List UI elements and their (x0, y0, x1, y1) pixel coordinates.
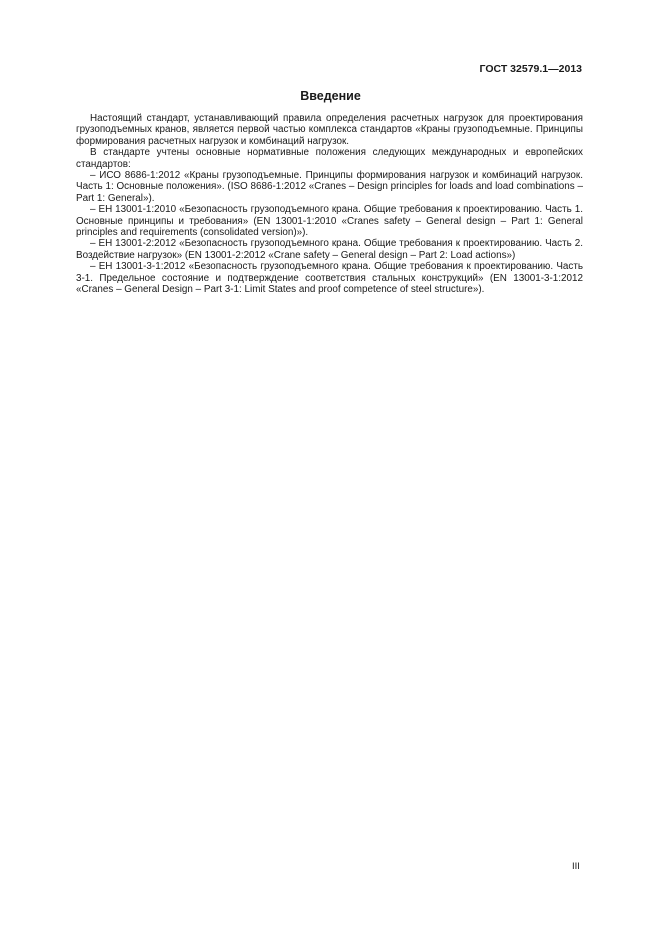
list-item-en-13001-2: – ЕН 13001-2:2012 «Безопасность грузоподъемного крана. Общие требования к проектированию. Часть 2. Воздействие нагрузок» (EN 13001-2:2012 «Crane safety – General design – Part 2: Load actions») (76, 238, 583, 261)
list-item-en-13001-3-1: – ЕН 13001-3-1:2012 «Безопасность грузоподъемного крана. Общие требования к проектированию. Часть 3-1. Предельное состояние и подтверждение соответствия стальных конструкций» (EN 13001-3-1:2012 «Cranes – General Design – Part 3-1: Limit States and proof competence of steel structure»). (76, 261, 583, 296)
paragraph-standards-lead: В стандарте учтены основные нормативные положения следующих международных и европейских стандартов: (76, 147, 583, 170)
document-header-standard-number: ГОСТ 32579.1—2013 (479, 63, 582, 75)
document-body (76, 113, 583, 296)
section-title: Введение (300, 89, 361, 103)
page-number: III (572, 861, 580, 872)
list-item-iso-8686: – ИСО 8686-1:2012 «Краны грузоподъемные. Принципы формирования нагрузок и комбинаций нагрузок. Часть 1: Основные положения». (ISO 8686-1:2012 «Cranes – Design principles for loads and load combinations – Part 1: General»). (76, 170, 583, 204)
list-item-en-13001-1: – ЕН 13001-1:2010 «Безопасность грузоподъемного крана. Общие требования к проектированию. Часть 1. Основные принципы и требования» (EN 13001-1:2010 «Cranes safety – General design – Part 1: General principles and requirements (consolidated version)»). (76, 204, 583, 239)
paragraph-intro: Настоящий стандарт, устанавливающий правила определения расчетных нагрузок для проектирования грузоподъемных кранов, является первой частью комплекса стандартов «Краны грузоподъемные. Принципы формирования расчетных нагрузок и комбинаций нагрузок. (76, 113, 583, 147)
